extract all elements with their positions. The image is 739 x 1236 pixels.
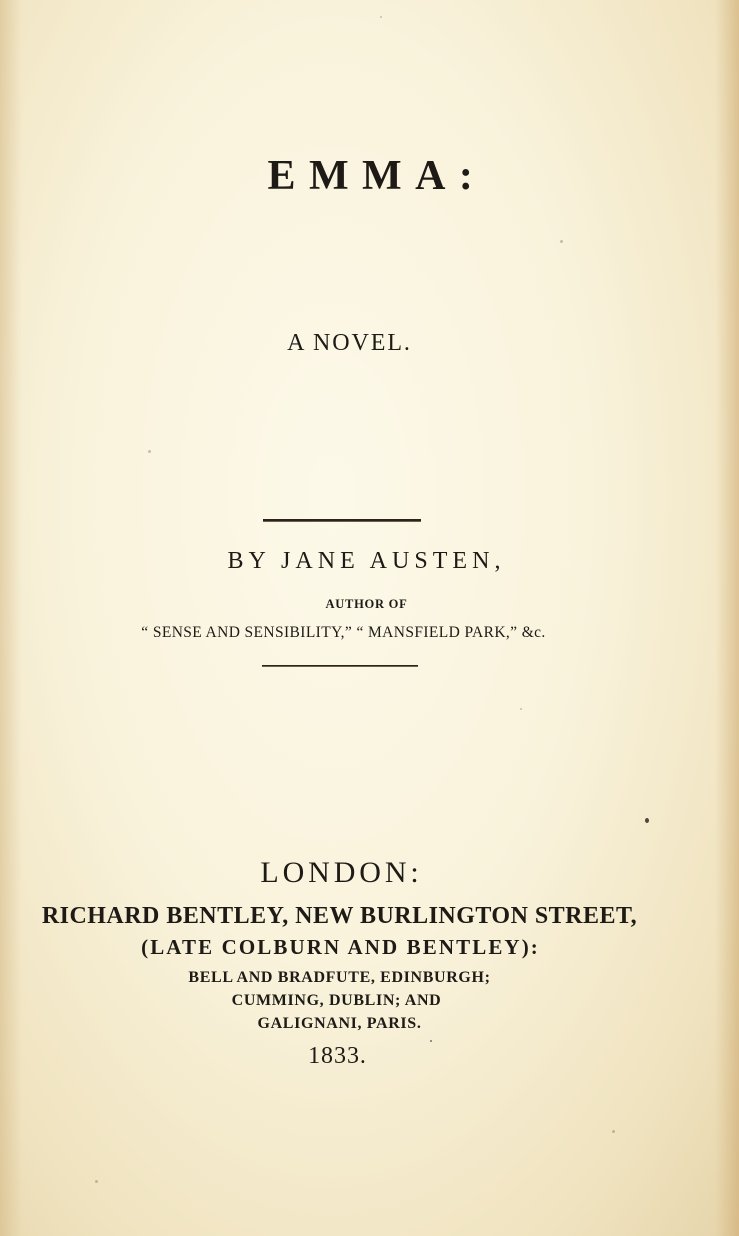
author-line: BY JANE AUSTEN, (227, 548, 506, 574)
foxing-speck (520, 708, 522, 710)
other-works-line: “ SENSE AND SENSIBILITY,” “ MANSFIELD PARK,” &c. (141, 624, 546, 641)
foxing-speck (645, 818, 649, 823)
imprint-publisher: RICHARD BENTLEY, NEW BURLINGTON STREET, (41, 903, 638, 929)
foxing-speck (612, 1130, 615, 1133)
imprint-agent-dublin: CUMMING, DUBLIN; AND (231, 992, 442, 1009)
foxing-speck (148, 450, 151, 453)
imprint-publisher-note: (LATE COLBURN AND BENTLEY): (141, 935, 540, 959)
author-of-line: AUTHOR OF (325, 597, 408, 611)
foxing-speck (380, 16, 382, 18)
foxing-speck (430, 1040, 432, 1042)
book-subtitle: A NOVEL. (287, 330, 412, 356)
imprint-agent-paris: GALIGNANI, PARIS. (257, 1015, 422, 1032)
imprint-agent-edinburgh: BELL AND BRADFUTE, EDINBURGH; (188, 969, 491, 986)
book-title: EMMA: (267, 153, 487, 199)
foxing-speck (95, 1180, 98, 1183)
imprint-place: LONDON: (260, 856, 423, 889)
divider-rule-top (263, 519, 421, 522)
imprint-year: 1833. (308, 1043, 367, 1069)
foxing-speck (560, 240, 563, 243)
divider-rule-bottom (262, 665, 418, 667)
